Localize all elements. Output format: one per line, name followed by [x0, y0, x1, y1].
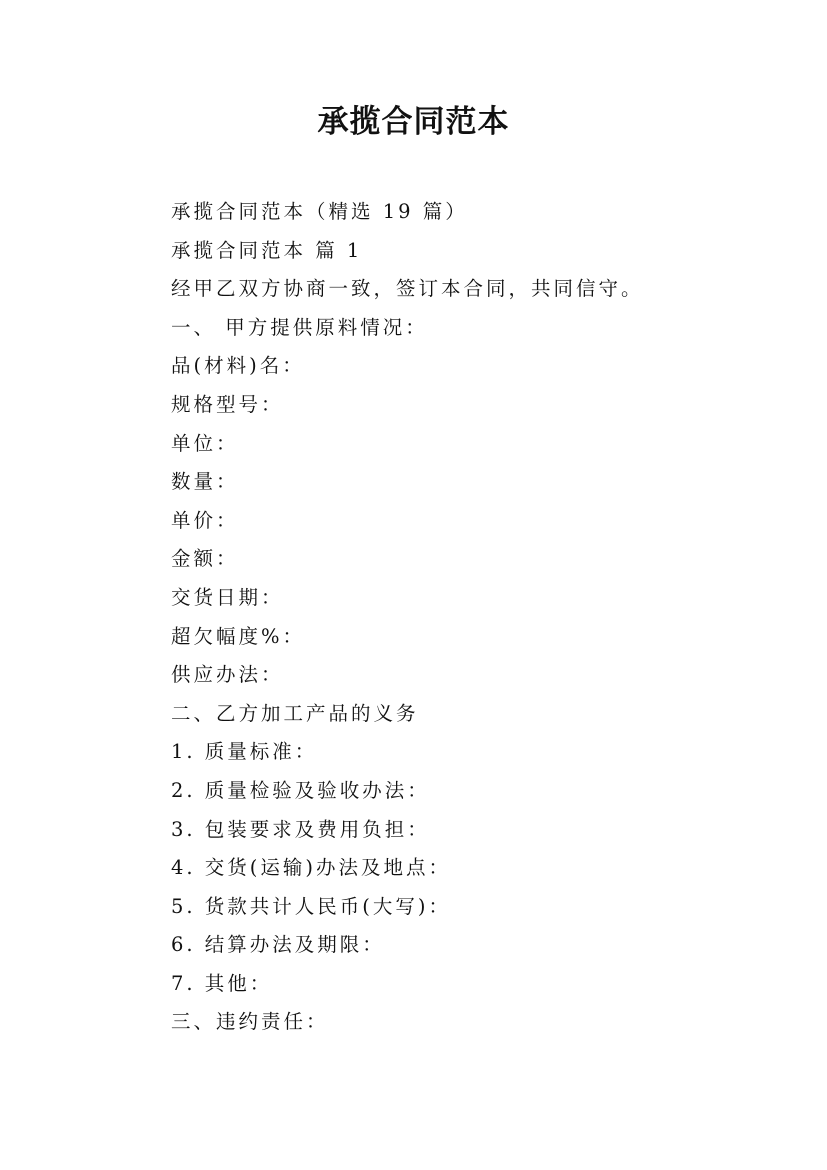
document-line: 经甲乙双方协商一致，签订本合同，共同信守。: [171, 277, 644, 301]
document-line: 单位：: [171, 431, 239, 455]
document-line: 6. 结算办法及期限：: [171, 933, 385, 957]
document-line: 承揽合同范本（精选 19 篇）: [171, 200, 468, 223]
document-line: 7. 其他：: [171, 971, 273, 995]
document-line: 承揽合同范本 篇 1: [171, 238, 363, 262]
document-line: 4. 交货(运输)办法及地点：: [171, 856, 452, 880]
document-body: [171, 193, 731, 1042]
document-line: 品(材料)名：: [171, 354, 305, 378]
document-line: 三、违约责任：: [171, 1010, 329, 1034]
document-line: 一、 甲方提供原料情况：: [171, 315, 428, 339]
document-line: 交货日期：: [171, 585, 284, 609]
document-line: 单价：: [171, 508, 239, 532]
document-line: 金额：: [171, 547, 239, 571]
document-line: 2. 质量检验及验收办法：: [171, 778, 430, 802]
document-line: 供应办法：: [171, 663, 284, 687]
document-line: 5. 货款共计人民币(大写)：: [171, 894, 452, 918]
document-line: 二、乙方加工产品的义务: [171, 701, 419, 725]
document-line: 数量：: [171, 470, 239, 494]
document-line: 1. 质量标准：: [171, 740, 318, 764]
document-line: 规格型号：: [171, 392, 284, 416]
document-line: 3. 包装要求及费用负担：: [171, 817, 430, 841]
document-title: 承揽合同范本: [317, 104, 510, 140]
document-line: 超欠幅度%：: [171, 624, 306, 648]
